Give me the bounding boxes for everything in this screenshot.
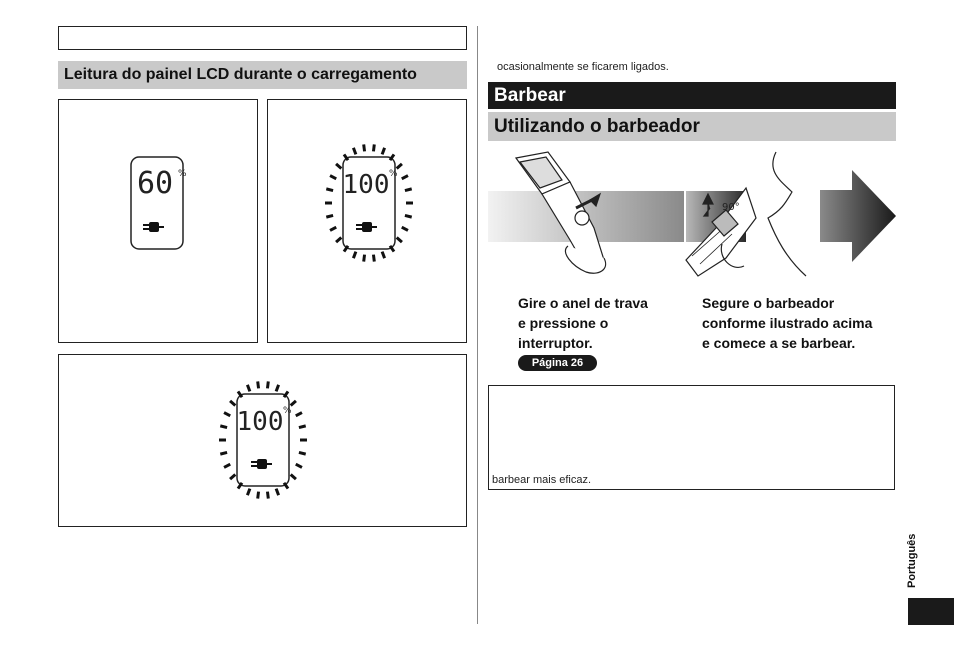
step2-line2: conforme ilustrado acima: [702, 315, 873, 331]
ray-mark: [220, 452, 227, 454]
ray-mark: [330, 176, 336, 179]
lcd-value-100-a: 100: [342, 170, 390, 200]
ray-mark: [382, 252, 384, 259]
ray-mark: [402, 227, 408, 230]
heading-barbear: Barbear: [488, 82, 896, 109]
section-title-lcd: Leitura do painel LCD durante o carregamento: [58, 61, 467, 89]
ray-mark: [258, 492, 259, 499]
step1-text: [518, 293, 648, 353]
ray-mark: [330, 227, 336, 230]
page-reference-badge[interactable]: Página 26: [518, 355, 597, 371]
ray-mark: [276, 489, 278, 496]
ray-mark: [276, 385, 278, 392]
lcd-display-60: [59, 100, 259, 344]
lcd-percent: %: [283, 406, 292, 416]
lcd-display-100-b: [59, 355, 468, 528]
lcd-display-100-a: [268, 100, 468, 344]
step1-line1: Gire o anel de trava: [518, 295, 648, 311]
intro-text: ocasionalmente se ficarem ligados.: [497, 61, 669, 73]
blink-rays-icon: [219, 381, 307, 498]
step1-line2: e pressione o: [518, 315, 609, 331]
ray-mark: [224, 464, 230, 467]
ray-mark: [373, 144, 374, 151]
ray-mark: [299, 426, 306, 428]
empty-header-box: [58, 26, 467, 50]
note-text: barbear mais eficaz.: [492, 474, 592, 486]
ray-mark: [220, 426, 227, 428]
ray-mark: [230, 474, 235, 479]
ray-mark: [364, 255, 365, 262]
step1-line3: interruptor.: [518, 335, 593, 351]
ray-mark: [291, 401, 296, 406]
ray-mark: [353, 148, 355, 155]
angle-label: 90°: [722, 202, 740, 213]
ray-mark: [326, 215, 333, 217]
lcd-percent: %: [178, 169, 187, 179]
ray-mark: [224, 413, 230, 416]
ray-mark: [258, 381, 259, 388]
lcd-panel-100-b: [58, 354, 467, 527]
language-label: [888, 526, 938, 592]
blink-rays-icon: [325, 144, 413, 261]
ray-mark: [405, 189, 412, 191]
lcd-panel-60: [58, 99, 258, 343]
ray-mark: [336, 237, 341, 242]
ray-mark: [397, 164, 402, 169]
ray-mark: [353, 252, 355, 259]
ray-mark: [291, 474, 296, 479]
ray-mark: [267, 492, 268, 499]
subheading-utilizando: Utilizando o barbeador: [488, 112, 896, 141]
ray-mark: [382, 148, 384, 155]
note-box: [488, 385, 895, 490]
step2-line1: Segure o barbeador: [702, 295, 835, 311]
lcd-panel-100-a: [267, 99, 467, 343]
ray-mark: [364, 144, 365, 151]
next-arrow-icon: [820, 170, 896, 262]
ray-mark: [299, 452, 306, 454]
ray-mark: [296, 464, 302, 467]
plug-icon: [356, 222, 377, 232]
language-text: Português: [906, 533, 918, 588]
ray-mark: [267, 381, 268, 388]
lcd-value-100-b: 100: [236, 407, 284, 437]
lcd-value-60: 60: [136, 166, 174, 201]
plug-icon: [143, 222, 164, 232]
ray-mark: [405, 215, 412, 217]
step2-text: [702, 293, 872, 353]
ray-mark: [247, 385, 249, 392]
shaving-illustration: [486, 148, 898, 280]
ray-mark: [247, 489, 249, 496]
plug-icon: [251, 459, 272, 469]
language-tab: [908, 598, 954, 625]
ray-mark: [336, 164, 341, 169]
lcd-percent: %: [389, 169, 398, 179]
ray-mark: [402, 176, 408, 179]
ray-mark: [373, 255, 374, 262]
step2-line3: e comece a se barbear.: [702, 335, 856, 351]
ray-mark: [397, 237, 402, 242]
ray-mark: [296, 413, 302, 416]
column-divider: [477, 26, 478, 624]
ray-mark: [326, 189, 333, 191]
ray-mark: [230, 401, 235, 406]
